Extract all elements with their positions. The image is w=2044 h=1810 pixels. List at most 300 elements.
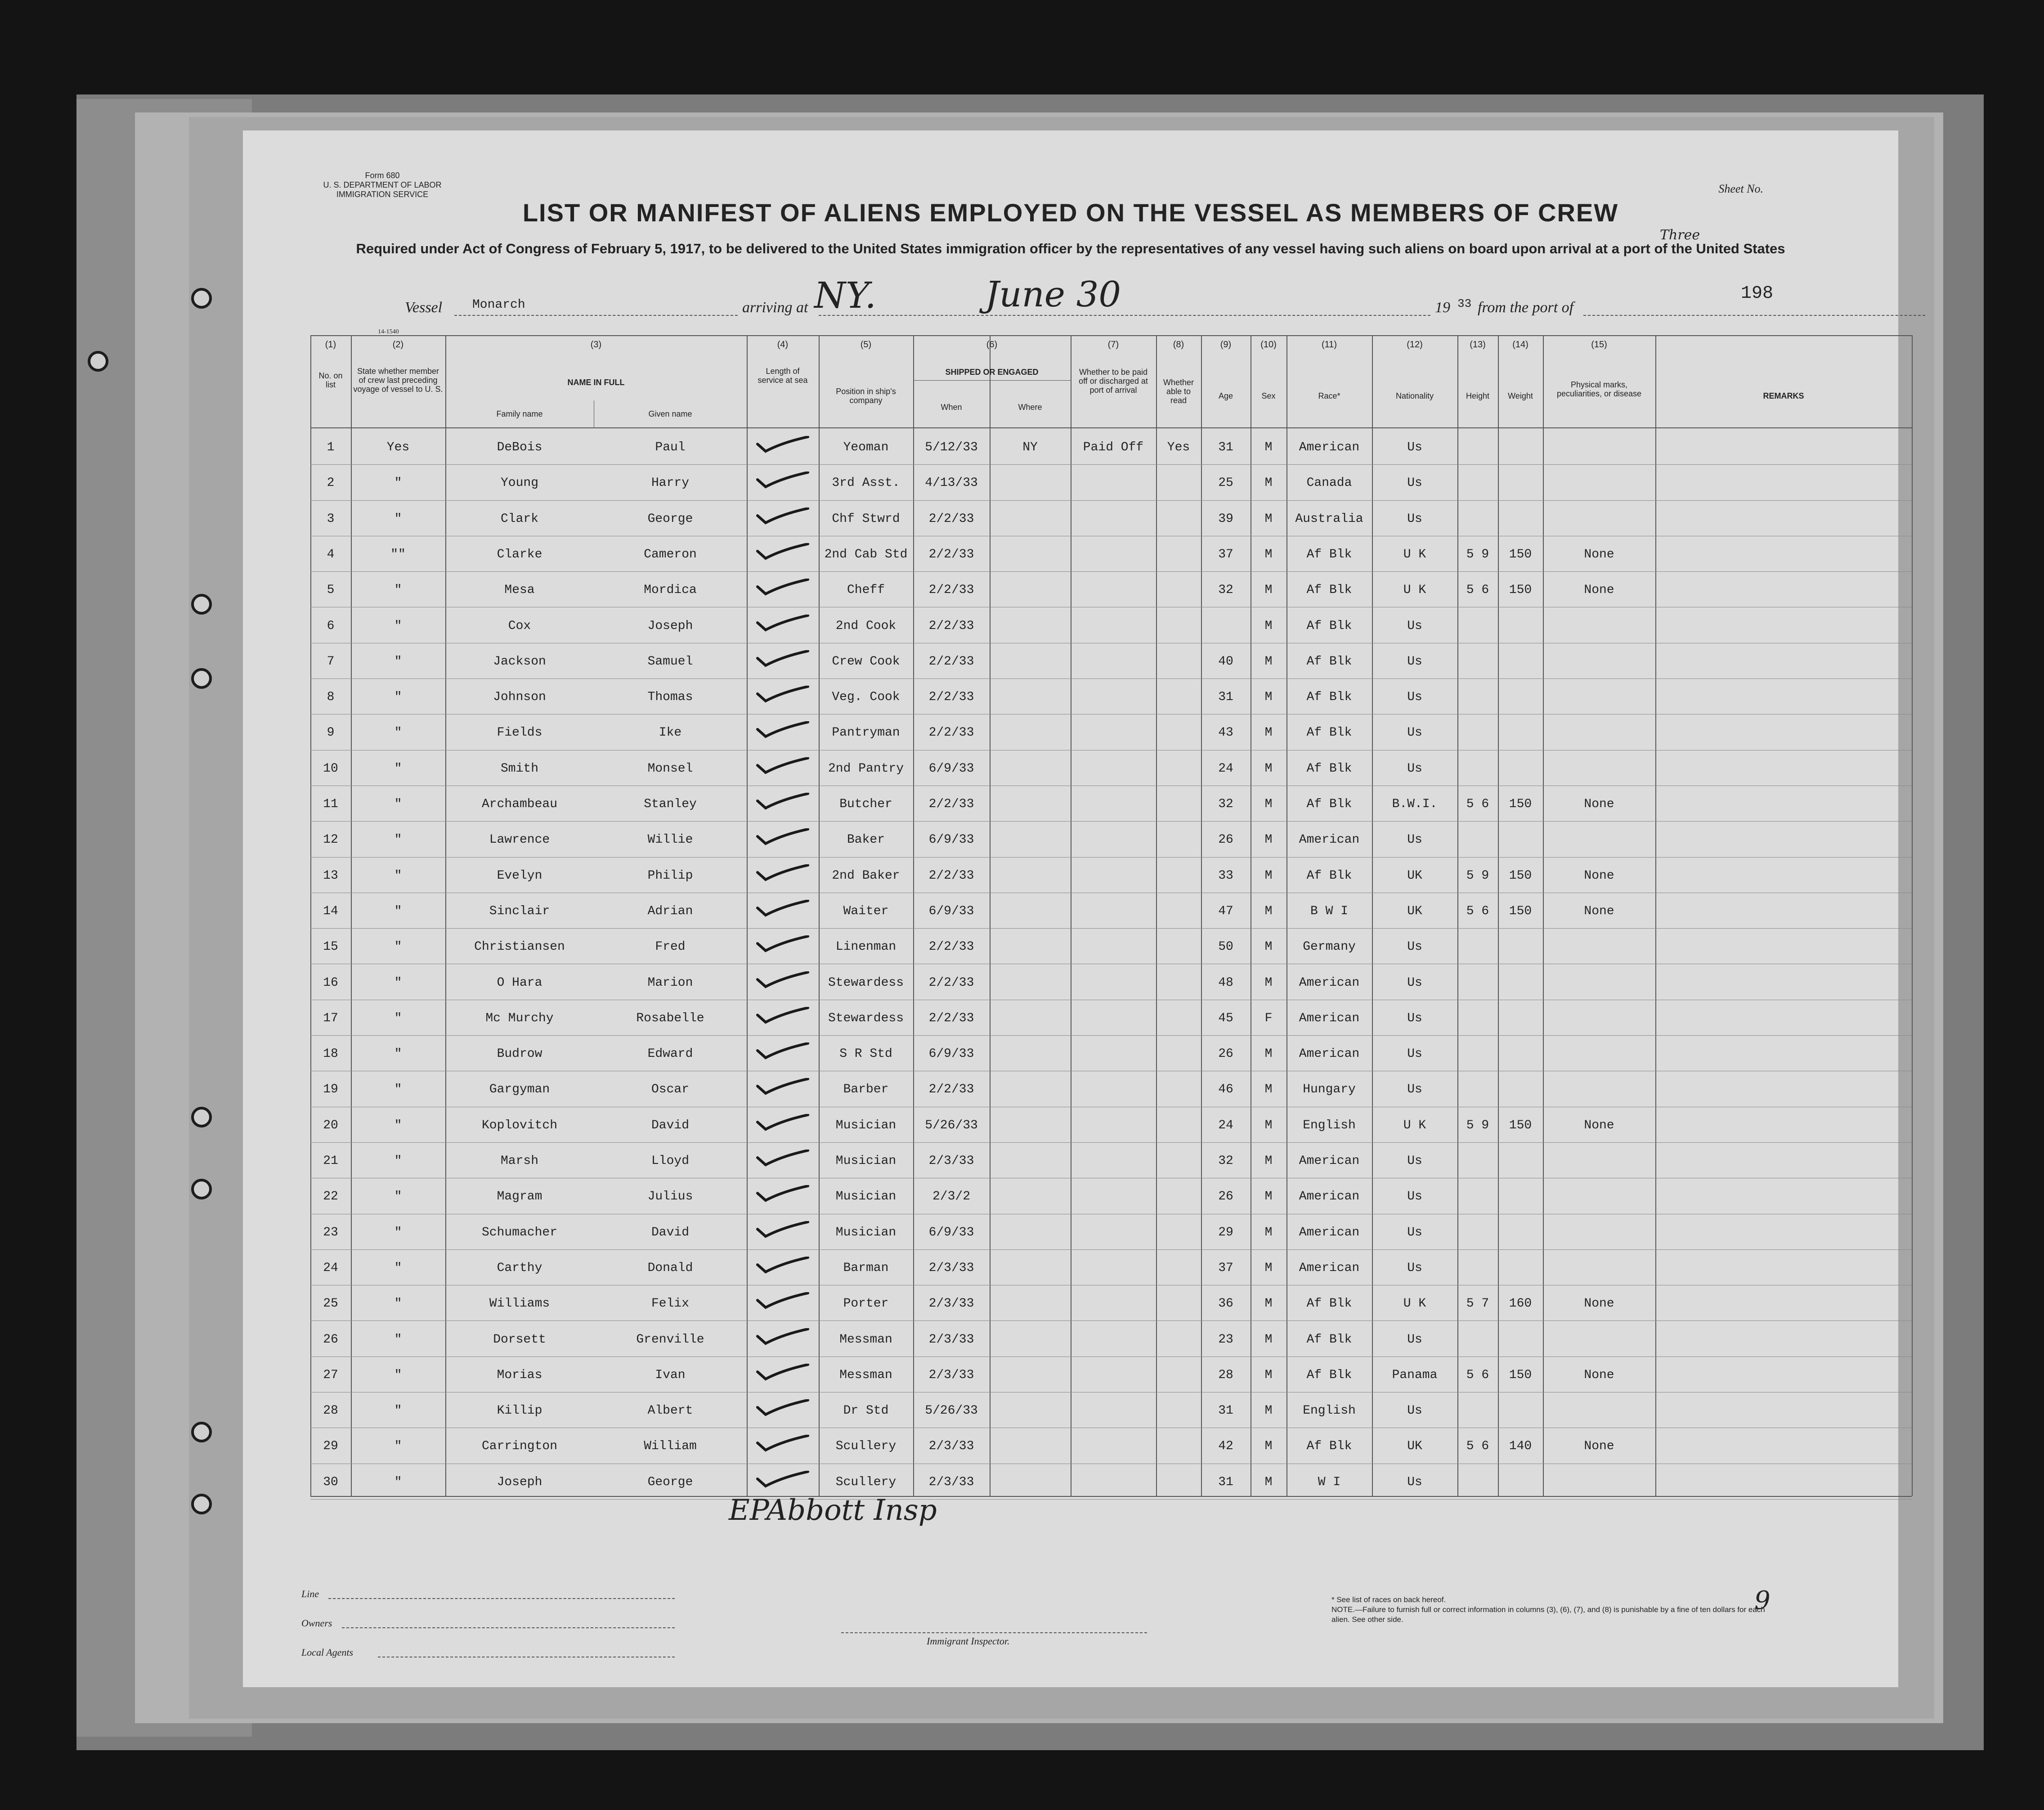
- header-length-service: Length of service at sea: [758, 367, 808, 385]
- cell-no: 2: [327, 476, 335, 490]
- cell-wt: 160: [1509, 1297, 1532, 1311]
- col-number-12: (12): [1407, 340, 1423, 350]
- cell-given: George: [647, 1475, 693, 1489]
- cell-sex: M: [1264, 1047, 1273, 1061]
- cell-sex: M: [1264, 940, 1273, 954]
- table-row: [310, 501, 1912, 537]
- cell-paid: Paid Off: [1083, 440, 1144, 454]
- table-row: [310, 1250, 1912, 1286]
- service-check-mark: [756, 900, 810, 918]
- cell-when: 2/3/33: [928, 1368, 974, 1382]
- table-row: [310, 1001, 1912, 1037]
- cell-no: 16: [323, 975, 338, 990]
- cell-ht: 5 6: [1466, 797, 1489, 811]
- service-check-mark: [756, 1435, 810, 1453]
- cell-position: Waiter: [843, 904, 889, 918]
- header-name-in-full: NAME IN FULL: [567, 378, 625, 387]
- cell-prev: ": [394, 1332, 402, 1347]
- service-check-mark: [756, 543, 810, 561]
- cell-race: Af Blk: [1306, 868, 1352, 883]
- table-row: [310, 1322, 1912, 1358]
- cell-race: Germany: [1303, 940, 1356, 954]
- table-row: [310, 1036, 1912, 1072]
- cell-age: 42: [1218, 1439, 1233, 1454]
- binder-hole: [191, 288, 212, 309]
- cell-family: O Hara: [497, 975, 542, 990]
- cell-when: 2/3/33: [928, 1332, 974, 1347]
- cell-nat: Us: [1407, 1475, 1422, 1489]
- cell-when: 2/2/33: [928, 654, 974, 669]
- table-row: [310, 822, 1912, 858]
- cell-family: Koplovitch: [481, 1118, 558, 1132]
- cell-no: 23: [323, 1225, 338, 1240]
- cell-no: 8: [327, 690, 335, 705]
- cell-given: Cameron: [644, 547, 697, 561]
- cell-prev: ": [394, 690, 402, 705]
- cell-when: 2/2/33: [928, 547, 974, 561]
- cell-race: Australia: [1295, 512, 1363, 526]
- inspector-signature: EPAbbott Insp: [729, 1494, 937, 1527]
- binder-hole: [191, 1494, 212, 1514]
- cell-wt: 150: [1509, 904, 1532, 918]
- cell-race: American: [1299, 1261, 1360, 1275]
- service-check-mark: [756, 721, 810, 739]
- cell-family: Mesa: [504, 583, 535, 597]
- cell-prev: ": [394, 1475, 402, 1489]
- cell-prev: ": [394, 868, 402, 883]
- cell-family: Archambeau: [481, 797, 558, 811]
- cell-race: Af Blk: [1306, 619, 1352, 633]
- cell-ht: 5 6: [1466, 904, 1489, 918]
- cell-ht: 5 7: [1466, 1297, 1489, 1311]
- cell-no: 10: [323, 761, 338, 776]
- cell-when: 2/2/33: [928, 975, 974, 990]
- cell-sex: M: [1264, 726, 1273, 740]
- cell-no: 24: [323, 1261, 338, 1275]
- cell-sex: M: [1264, 1332, 1273, 1347]
- footer-owners-label: Owners: [301, 1617, 332, 1629]
- table-row: [310, 608, 1912, 644]
- cell-ht: 5 6: [1466, 583, 1489, 597]
- header-physical-marks: Physical marks, peculiarities, or disease: [1556, 380, 1642, 398]
- cell-when: 2/3/33: [928, 1297, 974, 1311]
- cell-family: Carrington: [481, 1439, 558, 1454]
- cell-race: American: [1299, 1047, 1360, 1061]
- cell-given: Grenville: [636, 1332, 704, 1347]
- arriving-label: arriving at: [742, 299, 808, 316]
- table-row: [310, 1286, 1912, 1322]
- cell-prev: ": [394, 833, 402, 847]
- cell-prev: ": [394, 726, 402, 740]
- cell-marks: None: [1584, 797, 1614, 811]
- cell-race: American: [1299, 440, 1360, 454]
- service-check-mark: [756, 1078, 810, 1096]
- service-check-mark: [756, 864, 810, 882]
- cell-prev: ": [394, 476, 402, 490]
- cell-family: Schumacher: [481, 1225, 558, 1240]
- year-prefix: 19: [1435, 299, 1450, 316]
- cell-nat: Us: [1407, 1190, 1422, 1204]
- cell-when: 2/2/33: [928, 583, 974, 597]
- service-check-mark: [756, 1114, 810, 1132]
- table-row: [310, 1357, 1912, 1393]
- vessel-label: Vessel: [405, 299, 443, 316]
- cell-nat: UK: [1407, 868, 1422, 883]
- service-check-mark: [756, 579, 810, 597]
- cell-when: 2/2/33: [928, 1082, 974, 1097]
- cell-sex: M: [1264, 1261, 1273, 1275]
- cell-given: Oscar: [651, 1082, 689, 1097]
- cell-family: Evelyn: [497, 868, 542, 883]
- cell-age: 31: [1218, 1475, 1233, 1489]
- cell-sex: M: [1264, 1475, 1273, 1489]
- cell-sex: M: [1264, 1154, 1273, 1168]
- col-number-2: (2): [392, 340, 404, 350]
- binder-hole: [191, 668, 212, 689]
- cell-family: Magram: [497, 1190, 542, 1204]
- cell-nat: Us: [1407, 726, 1422, 740]
- cell-given: Paul: [655, 440, 686, 454]
- service-check-mark: [756, 1364, 810, 1382]
- cell-no: 25: [323, 1297, 338, 1311]
- cell-family: Cox: [508, 619, 531, 633]
- cell-when: 2/2/33: [928, 726, 974, 740]
- cell-sex: M: [1264, 547, 1273, 561]
- cell-age: 43: [1218, 726, 1233, 740]
- cell-race: English: [1303, 1404, 1356, 1418]
- cell-age: 47: [1218, 904, 1233, 918]
- service-check-mark: [756, 1257, 810, 1275]
- cell-sex: M: [1264, 904, 1273, 918]
- service-check-mark: [756, 1292, 810, 1310]
- cell-when: 2/3/2: [932, 1190, 970, 1204]
- cell-marks: None: [1584, 1297, 1614, 1311]
- cell-position: Baker: [847, 833, 885, 847]
- cell-sex: M: [1264, 797, 1273, 811]
- cell-family: Young: [500, 476, 538, 490]
- cell-nat: U K: [1403, 583, 1426, 597]
- cell-wt: 150: [1509, 868, 1532, 883]
- vessel-name: Monarch: [472, 298, 525, 312]
- cell-age: 29: [1218, 1225, 1233, 1240]
- cell-position: 3rd Asst.: [832, 476, 900, 490]
- cell-no: 18: [323, 1047, 338, 1061]
- cell-age: 40: [1218, 654, 1233, 669]
- service-check-mark: [756, 1150, 810, 1168]
- cell-when: 5/26/33: [925, 1404, 978, 1418]
- cell-age: 48: [1218, 975, 1233, 990]
- binder-hole: [191, 1107, 212, 1127]
- cell-family: Budrow: [497, 1047, 542, 1061]
- cell-wt: 150: [1509, 797, 1532, 811]
- cell-age: 31: [1218, 440, 1233, 454]
- header-when: When: [941, 403, 962, 412]
- cell-given: Samuel: [647, 654, 693, 669]
- cell-race: Af Blk: [1306, 547, 1352, 561]
- cell-age: 26: [1218, 1047, 1233, 1061]
- cell-when: 2/3/33: [928, 1261, 974, 1275]
- cell-no: 30: [323, 1475, 338, 1489]
- service-check-mark: [756, 1042, 810, 1060]
- col-number-1: (1): [325, 340, 336, 350]
- cell-sex: M: [1264, 583, 1273, 597]
- footer-local-agents-label: Local Agents: [301, 1647, 354, 1658]
- cell-given: Donald: [647, 1261, 693, 1275]
- table-row: [310, 537, 1912, 573]
- cell-sex: M: [1264, 833, 1273, 847]
- table-row: [310, 751, 1912, 787]
- form-number: Form 680: [365, 171, 400, 180]
- cell-nat: Us: [1407, 1047, 1422, 1061]
- cell-given: Albert: [647, 1404, 693, 1418]
- cell-given: Philip: [647, 868, 693, 883]
- cell-family: Killip: [497, 1404, 542, 1418]
- cell-given: Stanley: [644, 797, 697, 811]
- cell-age: 32: [1218, 797, 1233, 811]
- cell-nat: Us: [1407, 1332, 1422, 1347]
- cell-nat: Us: [1407, 761, 1422, 776]
- fine-note: NOTE.—Failure to furnish full or correct information in columns (3), (6), (7), and (8) is punishable by a fine of ten dollars for each alien. See other side.: [1331, 1605, 1765, 1624]
- cell-family: Joseph: [497, 1475, 542, 1489]
- cell-prev: ": [394, 940, 402, 954]
- cell-prev: ": [394, 1082, 402, 1097]
- department-name: U. S. DEPARTMENT OF LABOR: [323, 180, 442, 189]
- service-check-mark: [756, 793, 810, 811]
- binder-hole: [88, 351, 108, 372]
- cell-sex: M: [1264, 512, 1273, 526]
- cell-when: 2/3/33: [928, 1154, 974, 1168]
- cell-no: 5: [327, 583, 335, 597]
- cell-family: Johnson: [493, 690, 546, 705]
- col-number-11: (11): [1321, 340, 1337, 350]
- cell-marks: None: [1584, 547, 1614, 561]
- cell-race: W I: [1318, 1475, 1341, 1489]
- cell-ht: 5 9: [1466, 868, 1489, 883]
- cell-no: 7: [327, 654, 335, 669]
- cell-position: Butcher: [839, 797, 892, 811]
- cell-race: Af Blk: [1306, 1332, 1352, 1347]
- cell-wt: 150: [1509, 547, 1532, 561]
- cell-position: Barber: [843, 1082, 889, 1097]
- cell-prev: ": [394, 904, 402, 918]
- service-check-mark: [756, 472, 810, 490]
- cell-no: 20: [323, 1118, 338, 1132]
- cell-no: 13: [323, 868, 338, 883]
- cell-position: Chf Stwrd: [832, 512, 900, 526]
- cell-given: Mordica: [644, 583, 697, 597]
- col-number-4: (4): [777, 340, 789, 350]
- cell-position: 2nd Cab Std: [824, 547, 908, 561]
- cell-family: Williams: [489, 1297, 550, 1311]
- cell-position: Musician: [835, 1225, 896, 1240]
- col-number-14: (14): [1512, 340, 1529, 350]
- cell-position: Messman: [839, 1368, 892, 1382]
- service-check-mark: [756, 508, 810, 525]
- cell-given: Lloyd: [651, 1154, 689, 1168]
- cell-position: Yeoman: [843, 440, 889, 454]
- cell-given: Harry: [651, 476, 689, 490]
- col-number-10: (10): [1260, 340, 1277, 350]
- cell-no: 3: [327, 512, 335, 526]
- cell-nat: Us: [1407, 833, 1422, 847]
- cell-race: Af Blk: [1306, 690, 1352, 705]
- cell-sex: M: [1264, 1118, 1273, 1132]
- cell-no: 15: [323, 940, 338, 954]
- cell-given: Willie: [647, 833, 693, 847]
- header-where: Where: [1018, 403, 1042, 412]
- header-height: Height: [1466, 391, 1490, 400]
- cell-race: American: [1299, 1154, 1360, 1168]
- cell-prev: ": [394, 1368, 402, 1382]
- cell-prev: Yes: [386, 440, 410, 454]
- header-family-name: Family name: [496, 409, 543, 418]
- cell-nat: Us: [1407, 1082, 1422, 1097]
- cell-race: American: [1299, 975, 1360, 990]
- from-port-label: from the port of: [1478, 299, 1574, 316]
- table-row: [310, 1464, 1912, 1500]
- cell-given: David: [651, 1225, 689, 1240]
- col-number-15: (15): [1591, 340, 1607, 350]
- cell-family: Christiansen: [474, 940, 565, 954]
- service-check-mark: [756, 436, 810, 454]
- cell-when: 4/13/33: [925, 476, 978, 490]
- header-nationality: Nationality: [1395, 391, 1434, 400]
- handwritten-three: Three: [1660, 227, 1700, 243]
- cell-no: 14: [323, 904, 338, 918]
- col-number-8: (8): [1173, 340, 1184, 350]
- cell-nat: Us: [1407, 654, 1422, 669]
- cell-when: 2/2/33: [928, 690, 974, 705]
- cell-age: 39: [1218, 512, 1233, 526]
- col-number-3: (3): [590, 340, 602, 350]
- cell-age: 45: [1218, 1011, 1233, 1025]
- cell-prev: ": [394, 1118, 402, 1132]
- cell-ht: 5 6: [1466, 1368, 1489, 1382]
- table-row: [310, 1072, 1912, 1108]
- manifest-table: [310, 335, 1912, 1496]
- cell-nat: Us: [1407, 1261, 1422, 1275]
- cell-family: Carthy: [497, 1261, 542, 1275]
- service-check-mark: [756, 1007, 810, 1025]
- binder-hole: [191, 1422, 212, 1442]
- table-row: [310, 1143, 1912, 1179]
- cell-nat: Us: [1407, 690, 1422, 705]
- header-paid-off: Whether to be paid off or discharged at port of arrival: [1079, 368, 1148, 395]
- cell-position: Linenman: [835, 940, 896, 954]
- cell-given: Rosabelle: [636, 1011, 704, 1025]
- cell-position: Cheff: [847, 583, 885, 597]
- binder-hole: [191, 1179, 212, 1199]
- cell-marks: None: [1584, 868, 1614, 883]
- col-number-13: (13): [1470, 340, 1486, 350]
- cell-family: Gargyman: [489, 1082, 550, 1097]
- cell-sex: M: [1264, 1404, 1273, 1418]
- cell-when: 5/12/33: [925, 440, 978, 454]
- cell-sex: M: [1264, 1368, 1273, 1382]
- cell-position: Barman: [843, 1261, 889, 1275]
- cell-prev: ": [394, 1261, 402, 1275]
- cell-when: 2/2/33: [928, 940, 974, 954]
- service-check-mark: [756, 828, 810, 846]
- cell-age: 26: [1218, 1190, 1233, 1204]
- cell-age: 28: [1218, 1368, 1233, 1382]
- cell-read: Yes: [1167, 440, 1190, 454]
- cell-given: Marion: [647, 975, 693, 990]
- col-number-5: (5): [860, 340, 872, 350]
- cell-family: Dorsett: [493, 1332, 546, 1347]
- cell-no: 21: [323, 1154, 338, 1168]
- cell-prev: ": [394, 1297, 402, 1311]
- cell-position: 2nd Baker: [832, 868, 900, 883]
- cell-race: English: [1303, 1118, 1356, 1132]
- arriving-date: June 30: [985, 274, 1121, 315]
- cell-position: Scullery: [835, 1475, 896, 1489]
- cell-age: 26: [1218, 833, 1233, 847]
- cell-age: 46: [1218, 1082, 1233, 1097]
- cell-race: Af Blk: [1306, 1439, 1352, 1454]
- cell-race: Af Blk: [1306, 1297, 1352, 1311]
- cell-given: Julius: [647, 1190, 693, 1204]
- cell-position: Stewardess: [828, 975, 904, 990]
- form-identifier: [310, 171, 454, 199]
- cell-nat: Us: [1407, 1154, 1422, 1168]
- cell-sex: M: [1264, 761, 1273, 776]
- cell-family: Jackson: [493, 654, 546, 669]
- cell-no: 26: [323, 1332, 338, 1347]
- service-check-mark: [756, 1328, 810, 1346]
- cell-when: 6/9/33: [928, 833, 974, 847]
- page-title: LIST OR MANIFEST OF ALIENS EMPLOYED ON THE VESSEL AS MEMBERS OF CREW: [522, 198, 1619, 227]
- cell-sex: M: [1264, 690, 1273, 705]
- service-check-mark: [756, 757, 810, 775]
- table-row: [310, 894, 1912, 930]
- service-check-mark: [756, 935, 810, 953]
- cell-prev: ": [394, 1190, 402, 1204]
- cell-when: 6/9/33: [928, 904, 974, 918]
- cell-no: 12: [323, 833, 338, 847]
- table-row: [310, 858, 1912, 894]
- cell-sex: M: [1264, 440, 1273, 454]
- cell-when: 6/9/33: [928, 761, 974, 776]
- cell-age: 31: [1218, 1404, 1233, 1418]
- cell-no: 27: [323, 1368, 338, 1382]
- table-row: [310, 715, 1912, 751]
- cell-race: B W I: [1310, 904, 1348, 918]
- header-prev-voyage: State whether member of crew last preceding voyage of vessel to U. S.: [353, 367, 443, 394]
- table-row: [310, 1108, 1912, 1144]
- cell-prev: "": [390, 547, 406, 561]
- cell-family: Lawrence: [489, 833, 550, 847]
- cell-nat: UK: [1407, 1439, 1422, 1454]
- table-row: [310, 1393, 1912, 1429]
- cell-ht: 5 6: [1466, 1439, 1489, 1454]
- cell-family: DeBois: [497, 440, 542, 454]
- table-row: [310, 644, 1912, 680]
- cell-given: Monsel: [647, 761, 693, 776]
- header-sex: Sex: [1261, 391, 1276, 400]
- cell-when: 5/26/33: [925, 1118, 978, 1132]
- cell-nat: Us: [1407, 440, 1422, 454]
- cell-prev: ": [394, 512, 402, 526]
- cell-no: 17: [323, 1011, 338, 1025]
- cell-when: 2/2/33: [928, 1011, 974, 1025]
- cell-no: 29: [323, 1439, 338, 1454]
- cell-prev: ": [394, 583, 402, 597]
- cell-given: Thomas: [647, 690, 693, 705]
- cell-no: 22: [323, 1190, 338, 1204]
- cell-marks: None: [1584, 904, 1614, 918]
- cell-position: Messman: [839, 1332, 892, 1347]
